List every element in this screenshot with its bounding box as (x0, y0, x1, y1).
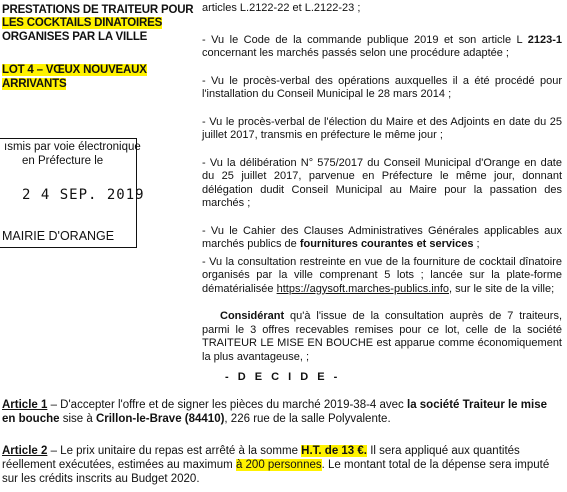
article-1-label: Article 1 (2, 399, 48, 411)
vu-consultation: - Vu la consultation restreinte en vue de la fourniture de cocktail dînatoire organisés par la ville comprenant 5 lots ; lancée sur la plate-forme dématérialisée https://agysoft.marches-publics.info, sur le site de la ville; (202, 255, 562, 295)
title-line-3: ORGANISES PAR LA VILLE (2, 31, 148, 43)
article-2: Article 2 – Le prix unitaire du repas est arrêté à la somme H.T. de 13 €. Il sera appliqué aux quantités réellement exécutées, estimées au maximum à 200 personnes. Le montant total de la dépense sera imputé sur les crédits inscrits au Budget 2020. (2, 445, 550, 485)
vu-pv-election: - Vu le procès-verbal de l'élection du Maire et des Adjoints en date du 25 juillet 2017, transmis en préfecture le même jour ; (202, 115, 562, 141)
article-1: Article 1 – D'accepter l'offre et de signer les pièces du marché 2019-38-4 avec la société Traiteur le mise en bouche sise à Crillon-le-Brave (84410), 226 rue de la salle Polyvalente. (2, 399, 547, 425)
lot-title-line-2: ARRIVANTS (2, 78, 67, 90)
platform-link[interactable]: https://agysoft.marches-publics.info (276, 282, 450, 295)
vu-deliberation: - Vu la délibération N° 575/2017 du Conseil Municipal d'Orange en date du 25 juillet 2017, parvenue en Préfecture le même jour, donnant délégation dudit Conseil Municipal au Maire pour la passation des marchés ; (202, 156, 562, 209)
stamp-line-2: en Préfecture le (22, 155, 104, 167)
stamp-date: 2 4 SEP. 2019 (22, 187, 145, 203)
articles-line: articles L.2122-22 et L.2122-23 ; (202, 2, 361, 14)
max-highlight: à 200 personnes (235, 459, 322, 471)
decide-heading: - D E C I D E - (225, 371, 341, 383)
price-highlight: H.T. de 13 €. (301, 445, 367, 457)
vu-pv-installation: - Vu le procès-verbal des opérations auxquelles il a été procédé pour l'installation du Conseil Municipal le 28 mars 2014 ; (202, 74, 562, 100)
title-line-2: LES COCKTAILS DINATOIRES (2, 17, 163, 29)
stamp-mairie: MAIRIE D'ORANGE (2, 229, 115, 243)
stamp-line-1: ısmis par voie électronique (4, 141, 141, 153)
considerants-block (202, 2, 562, 364)
vu-ccag: - Vu le Cahier des Clauses Administratives Générales applicables aux marchés publics de fournitures courantes et services ; (202, 224, 562, 250)
prefecture-stamp (0, 138, 145, 248)
article-2-label: Article 2 (2, 445, 48, 457)
vu-code-commande: - Vu le Code de la commande publique 2019 et son article L 2123-1 concernant les marchés passés selon une procédure adaptée ; (202, 33, 562, 59)
lot-title-line-1: LOT 4 – VŒUX NOUVEAUX (2, 64, 147, 76)
title-line-1: PRESTATIONS DE TRAITEUR POUR (2, 4, 194, 16)
considerant: Considérant qu'à l'issue de la consultation auprès de 7 traiteurs, parmi le 3 offres recevables remises pour ce lot, celle de la société TRAITEUR LE MISE EN BOUCHE est apparue comme économiquement la plus avantageuse, ; (202, 310, 562, 363)
